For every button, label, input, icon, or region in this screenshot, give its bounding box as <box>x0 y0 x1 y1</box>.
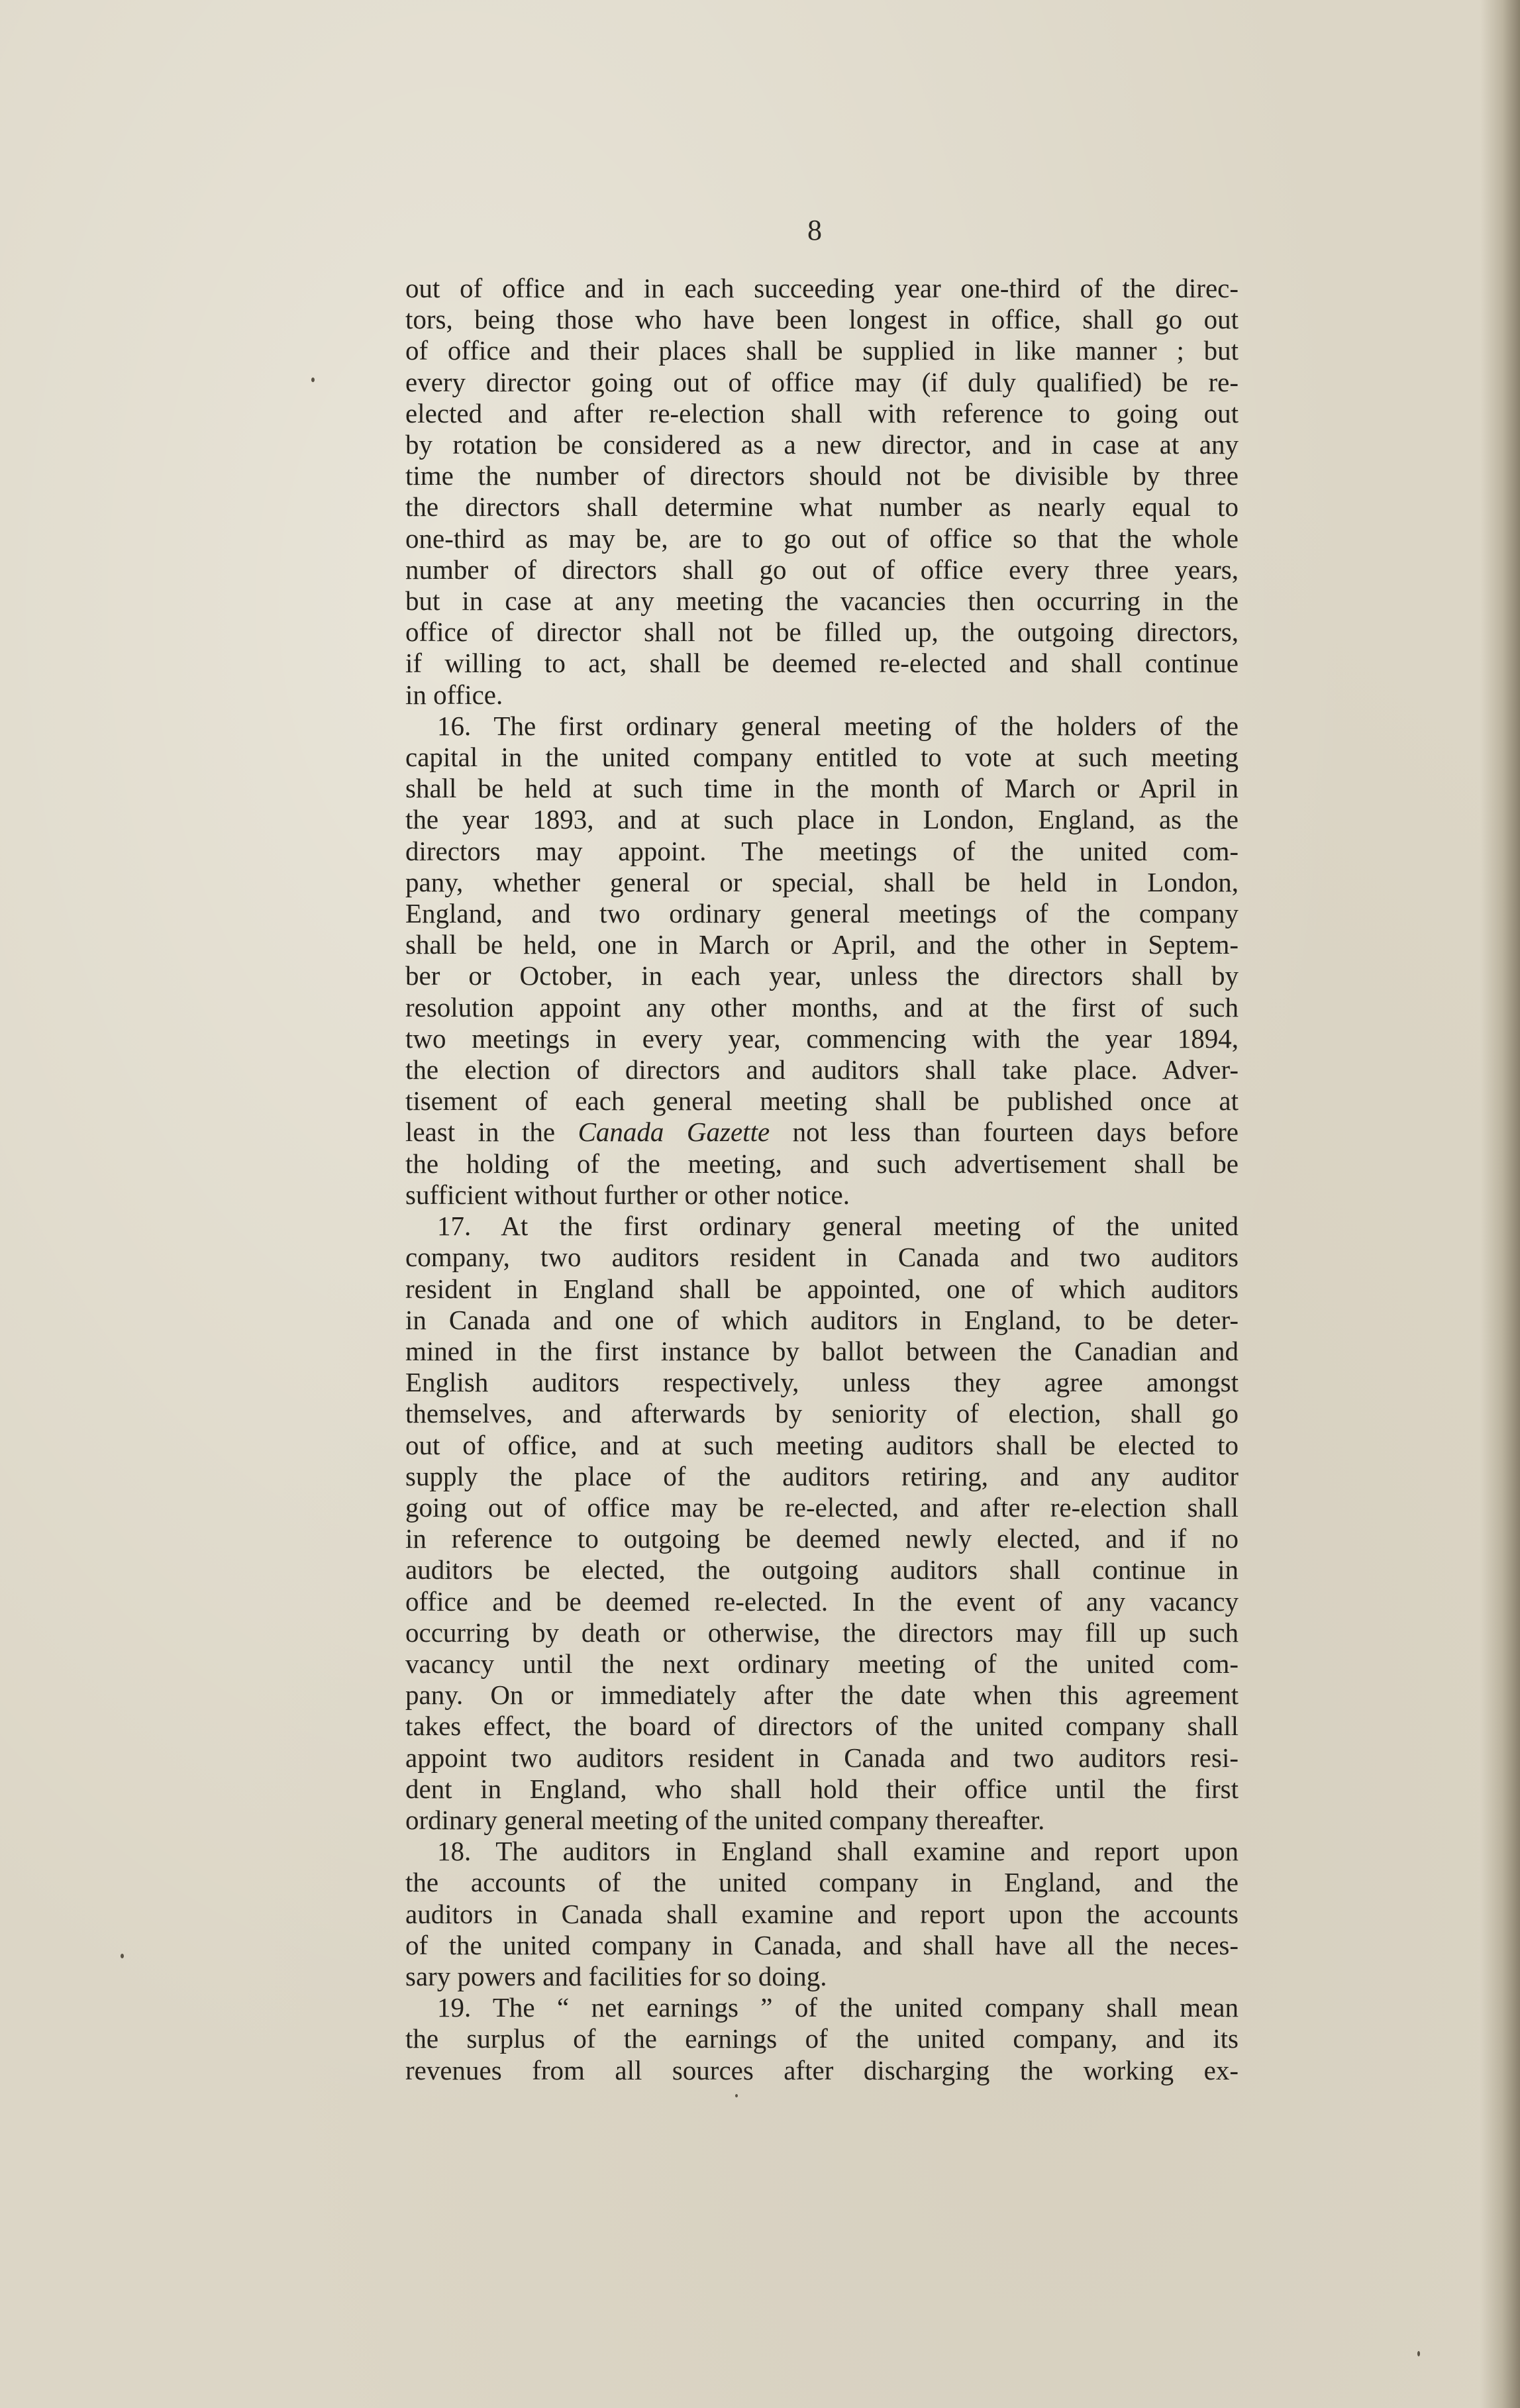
text-line: revenues from all sources after discharging the working ex- <box>405 2054 1239 2085</box>
text-line: the election of directors and auditors shall take place. Adver- <box>405 1054 1239 1085</box>
text-line: mined in the first instance by ballot between the Canadian and <box>405 1335 1239 1366</box>
text-line: English auditors respectively, unless they agree amongst <box>405 1367 1239 1398</box>
text-line: themselves, and afterwards by seniority of election, shall go <box>405 1398 1239 1429</box>
text-line: tors, being those who have been longest in office, shall go out <box>405 304 1239 335</box>
text-line: going out of office may be re-elected, and after re-election shall <box>405 1491 1239 1523</box>
paper-speck <box>121 1954 124 1958</box>
text-line: resolution appoint any other months, and at the first of such <box>405 991 1239 1023</box>
paper-speck <box>311 377 315 382</box>
text-line: supply the place of the auditors retiring, and any auditor <box>405 1460 1239 1491</box>
text-line: out of office, and at such meeting auditors shall be elected to <box>405 1429 1239 1460</box>
text-line: office and be deemed re-elected. In the event of any vacancy <box>405 1585 1239 1617</box>
paper-speck <box>735 2094 738 2097</box>
text-line: takes effect, the board of directors of the united company shall <box>405 1711 1239 1742</box>
text-line: shall be held at such time in the month of March or April in <box>405 773 1239 804</box>
text-line: shall be held, one in March or April, and the other in Septem- <box>405 929 1239 960</box>
text-line: the year 1893, and at such place in London, England, as the <box>405 804 1239 835</box>
text-line: pany. On or immediately after the date when this agreement <box>405 1680 1239 1711</box>
text-line: by rotation be considered as a new director, and in case at any <box>405 429 1239 460</box>
section-17-start: 17. At the first ordinary general meeting of the united <box>437 1211 1239 1242</box>
text-line: one-third as may be, are to go out of office so that the whole <box>405 523 1239 554</box>
text-line: time the number of directors should not be divisible by three <box>405 460 1239 491</box>
text-line: occurring by death or otherwise, the directors may fill up such <box>405 1617 1239 1648</box>
text-line: in Canada and one of which auditors in England, to be deter- <box>405 1304 1239 1335</box>
text-line: auditors be elected, the outgoing auditors shall continue in <box>405 1554 1239 1585</box>
body-text <box>405 273 1239 2086</box>
text-line: ber or October, in each year, unless the directors shall by <box>405 960 1239 991</box>
text-line: out of office and in each succeeding year one-third of the direc- <box>405 273 1239 303</box>
section-16-start: 16. The first ordinary general meeting of the holders of the <box>437 710 1239 741</box>
text-line: two meetings in every year, commencing with the year 1894, <box>405 1023 1239 1054</box>
text-line: in office. <box>405 679 503 710</box>
text-line: office of director shall not be filled up, the outgoing directors, <box>405 617 1239 648</box>
text-fragment: not less than fourteen days before <box>770 1117 1239 1148</box>
text-line: the accounts of the united company in England, and the <box>405 1867 1239 1898</box>
text-line: sary powers and facilities for so doing. <box>405 1960 827 1991</box>
paper-speck <box>1417 2351 1420 2356</box>
text-line: but in case at any meeting the vacancies then occurring in the <box>405 585 1239 617</box>
text-line: pany, whether general or special, shall be held in London, <box>405 866 1239 897</box>
text-line: of the united company in Canada, and shall have all the neces- <box>405 1929 1239 1960</box>
text-line: of office and their places shall be supplied in like manner ; but <box>405 335 1239 366</box>
text-line: ordinary general meeting of the united company thereafter. <box>405 1804 1045 1835</box>
text-line: auditors in Canada shall examine and report upon the accounts <box>405 1898 1239 1929</box>
text-line: number of directors shall go out of office every three years, <box>405 554 1239 585</box>
section-19-start: 19. The “ net earnings ” of the united company shall mean <box>437 1992 1239 2023</box>
text-line: the holding of the meeting, and such advertisement shall be <box>405 1148 1239 1179</box>
text-line: tisement of each general meeting shall be published once at <box>405 1085 1239 1117</box>
text-line: directors may appoint. The meetings of the united com- <box>405 835 1239 866</box>
text-line: appoint two auditors resident in Canada and two auditors resi- <box>405 1742 1239 1773</box>
text-line: capital in the united company entitled to vote at such meeting <box>405 742 1239 773</box>
text-line: if willing to act, shall be deemed re-elected and shall continue <box>405 648 1239 679</box>
text-line: elected and after re-election shall with reference to going out <box>405 397 1239 428</box>
text-line: vacancy until the next ordinary meeting of the united com- <box>405 1648 1239 1679</box>
section-18-start: 18. The auditors in England shall examine and report upon <box>437 1836 1239 1867</box>
text-line: the directors shall determine what number as nearly equal to <box>405 491 1239 523</box>
text-line: England, and two ordinary general meetings of the company <box>405 898 1239 929</box>
text-line: dent in England, who shall hold their office until the first <box>405 1773 1239 1804</box>
canada-gazette-title: Canada Gazette <box>578 1117 770 1148</box>
text-line: company, two auditors resident in Canada and two auditors <box>405 1242 1239 1273</box>
text-line: the surplus of the earnings of the united company, and its <box>405 2023 1239 2054</box>
text-line-with-italic <box>405 1117 1239 1148</box>
page-number: 8 <box>807 214 822 246</box>
text-fragment: least in the <box>405 1117 578 1148</box>
text-line: every director going out of office may (if duly qualified) be re- <box>405 366 1239 397</box>
text-line: resident in England shall be appointed, one of which auditors <box>405 1273 1239 1304</box>
text-line: sufficient without further or other notice. <box>405 1179 850 1210</box>
page-spine-shadow <box>1480 0 1520 2408</box>
text-line: in reference to outgoing be deemed newly elected, and if no <box>405 1523 1239 1554</box>
